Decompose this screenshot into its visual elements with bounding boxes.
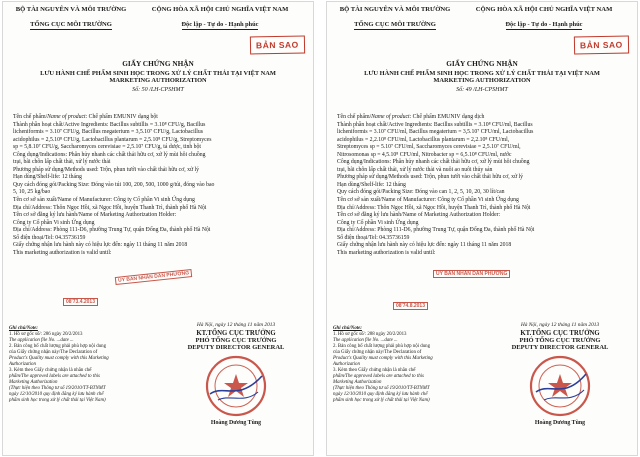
agency-name: TỔNG CỤC MÔI TRƯỜNG: [30, 21, 112, 28]
certificate-right: [327, 2, 637, 455]
packing-line: Quy cách đóng gói/Packing Size: Đóng vào túi 100, 200, 500, 1000 g/túi, đóng vào bao: [13, 181, 215, 188]
uses-line: Công dụng/Indications: Phân hủy nhanh các chất thải hữu cơ, xử lý mùi hôi chuồng: [13, 151, 206, 158]
note-line: của Giấy chứng nhận này/The Declaration of: [9, 350, 98, 355]
ingredient-line: licheniformis = 3.10⁷ CFU/g, Bacillus megaterium = 3,5.10⁷ CFU/g, Lactobacillus: [13, 129, 203, 136]
product-value: : Chế phẩm EMUNIV dạng bột: [85, 114, 158, 120]
signature-block: [165, 322, 307, 426]
note-line: của Giấy chứng nhận này/The Declaration of: [333, 350, 422, 355]
title-line-1: GIẤY CHỨNG NHẬN: [122, 59, 194, 68]
note-line: 2. Bản công bố chất lượng phải phù hợp nội dung: [9, 344, 107, 349]
holder-label: Tên cơ sở đăng ký lưu hành/Name of Marketing Authorization Holder:: [13, 212, 177, 219]
title-line-3: MARKETING AUTHORIZATION: [433, 77, 531, 84]
note-line: Authorization: [333, 362, 360, 367]
ministry-name: BỘ TÀI NGUYÊN VÀ MÔI TRƯỜNG: [339, 6, 451, 13]
deputy-title: PHÓ TỔNG CỤC TRƯỞNG: [519, 337, 601, 344]
ingredient-line: Thành phần hoạt chất/Active Ingredients: Bacillus subtillis = 3.10⁸ CFU/ml, Bacillus: [337, 121, 533, 128]
product-label: Tên chế phẩm/: [13, 114, 48, 120]
methods-line: Phương pháp sử dụng/Methods used: Trộn, phun tưới vào chất thải hữu cơ, xử lý: [13, 166, 200, 173]
deputy-title-en: DEPUTY DIRECTOR GENERAL: [187, 344, 285, 351]
packing-line: 5, 10, 25 kg/bao: [13, 189, 51, 196]
packing-line: Quy cách đóng gói/Packing Size: Đóng vào can 1, 2, 5, 10, 20, 30 lít/can: [337, 189, 505, 196]
holder-phone: Số điện thoại/Tel: 04.35736159: [337, 234, 410, 241]
holder-address: Địa chỉ/Address: Phòng 111-D6, phường Trung Tự, quận Đống Đa, thành phố Hà Nội: [13, 227, 211, 234]
ingredient-line: acidophilus = 2,5.10⁸ CFU/g, Lactobacillus plantarum = 2,5.10⁸ CFU/g, Streptomyces: [13, 136, 212, 143]
note-line: 2. Bản công bố chất lượng phải phù hợp nội dung: [333, 344, 431, 349]
manufacturer: Tên cơ sở sản xuất/Name of Manufacturer: Công ty Cổ phần Vi sinh Ứng dụng: [337, 197, 519, 204]
deputy-title-en: DEPUTY DIRECTOR GENERAL: [511, 344, 609, 351]
note-line: Marketing Authorization: [9, 380, 58, 385]
signer-name: Hoàng Dương Tùng: [210, 420, 262, 426]
valid-until-en: This marketing authorization is valid until:: [13, 249, 112, 256]
holder-name: Công ty Cổ phần Vi sinh Ứng dụng: [13, 219, 95, 226]
signature-kt: KT.TỔNG CỤC TRƯỞNG: [520, 330, 600, 337]
copy-stamp: BẢN SAO: [574, 36, 629, 55]
valid-until-en: This marketing authorization is valid until:: [337, 249, 436, 256]
document-number: Số: 50 /LH-CPSHMT: [132, 87, 184, 93]
product-value: : Chế phẩm EMUNIV dạng dịch: [409, 114, 485, 120]
note-line: 1. Hồ sơ gốc số/: 288 ngày 20/2/2013: [333, 332, 407, 337]
notes-title: Ghi chú/Note:: [333, 326, 362, 331]
note-line: phẩm sinh học trong xử lý chất thải tại Việt Nam): [9, 398, 106, 403]
note-line: 1. Hồ sơ gốc số/: 286 ngày 20/2/2013: [9, 332, 83, 337]
manufacturer-address: Địa chỉ/Address: Thôn Ngọc Hồi, xã Ngọc Hồi, huyện Thanh Trì, thành phố Hà Nội: [337, 204, 531, 211]
note-line: ngày 12/10/2010 quy định đăng ký lưu hành chế: [9, 392, 104, 397]
note-line: phẩm sinh học trong xử lý chất thải tại Việt Nam): [333, 398, 430, 403]
national-motto: Độc lập - Tự do - Hạnh phúc: [181, 21, 259, 28]
certificate-left: [3, 2, 313, 455]
ingredient-line: licheniformis = 3.10⁷ CFU/ml, Bacillus megaterium = 3,5.10⁷ CFU/ml, Lactobacillus: [337, 129, 534, 136]
ward-overstamp: ỦY BAN NHÂN DÂN PHƯỜNG: [115, 269, 193, 285]
note-line: Product's Quality must comply with this Marketing: [9, 356, 109, 361]
manufacturer-address: Địa chỉ/Address: Thôn Ngọc Hồi, xã Ngọc Hồi, huyện Thanh Trì, thành phố Hà Nội: [13, 204, 207, 211]
product-label-en: Name of product: [371, 114, 410, 120]
certificate-body: [13, 114, 305, 257]
uses-line: Công dụng/Indications: Phân hủy nhanh các chất thải hữu cơ, xử lý mùi hôi chuồng: [337, 159, 530, 166]
place-date: Hà Nội, ngày 12 tháng 11 năm 2013: [520, 322, 600, 328]
registry-stamp: 08'74.8.2013: [393, 302, 428, 310]
ingredient-line: sp = 5,8.10⁷ CFU/g, Saccharomyces cerevisiae = 2,5.10⁷ CFU/g, tá dược, tinh bột: [13, 144, 202, 151]
ingredient-line: acidophilus = 2,2.10⁸ CFU/ml, Lactobacillus plantarum = 2,2.10⁸ CFU/ml,: [337, 136, 510, 143]
holder-name: Công ty Cổ phần Vi sinh Ứng dụng: [337, 219, 419, 226]
national-motto: Độc lập - Tự do - Hạnh phúc: [505, 21, 583, 28]
note-line: Authorization: [9, 362, 36, 367]
ministry-name: BỘ TÀI NGUYÊN VÀ MÔI TRƯỜNG: [15, 6, 127, 13]
holder-phone: Số điện thoại/Tel: 04.35736159: [13, 234, 86, 241]
republic-name: CỘNG HÒA XÃ HỘI CHỦ NGHĨA VIỆT NAM: [151, 6, 289, 13]
ingredient-line: Thành phần hoạt chất/Active Ingredients: Bacillus subtillis = 3.10⁸ CFU/g, Bacillus: [13, 121, 206, 128]
shelf-life: Hạn dùng/Shelf-life: 12 tháng: [13, 174, 82, 181]
place-date: Hà Nội, ngày 12 tháng 11 năm 2013: [196, 322, 276, 328]
note-line: (Thực hiện theo Thông tư số 19/2010/TT-BTNMT: [333, 386, 430, 391]
note-line: (Thực hiện theo Thông tư số 19/2010/TT-BTNMT: [9, 386, 106, 391]
title-line-3: MARKETING AUTHORIZATION: [109, 77, 207, 84]
agency-name: TỔNG CỤC MÔI TRƯỜNG: [354, 21, 436, 28]
note-line: phẩm/The approved labels are attached to this: [333, 374, 424, 379]
copy-stamp: BẢN SAO: [250, 36, 305, 55]
note-line: 3. Kèm theo Giấy chứng nhận là nhãn chế: [9, 368, 92, 373]
signature-block: [489, 322, 631, 426]
title-line-2: LƯU HÀNH CHẾ PHẨM SINH HỌC TRONG XỬ LÝ CHẤT THẢI TẠI VIỆT NAM: [364, 70, 600, 77]
certificate-body: [337, 114, 629, 257]
holder-address: Địa chỉ/Address: Phòng 111-D6, phường Trung Tự, quận Đống Đa, thành phố Hà Nội: [337, 227, 535, 234]
ward-overstamp: ỦY BAN NHÂN DÂN PHƯỜNG: [433, 270, 510, 278]
registry-stamp: 08'73.4.2013: [63, 298, 98, 306]
note-line: 3. Kèm theo Giấy chứng nhận là nhãn chế: [333, 368, 416, 373]
certificate-footer: [9, 322, 307, 452]
signature-kt: KT.TỔNG CỤC TRƯỞNG: [196, 330, 276, 337]
valid-until: Giấy chứng nhận lưu hành này có hiệu lực đến: ngày 11 tháng 11 năm 2018: [337, 242, 512, 249]
valid-until: Giấy chứng nhận lưu hành này có hiệu lực đến: ngày 11 tháng 11 năm 2018: [13, 242, 188, 249]
deputy-title: PHÓ TỔNG CỤC TRƯỞNG: [195, 337, 277, 344]
signer-name: Hoàng Dương Tùng: [534, 420, 586, 426]
note-line: The application file No. ...date ...: [9, 338, 74, 343]
document-header: [331, 6, 633, 34]
ingredient-line: Nitrosomonas sp = 4,5.10⁸ CFU/ml, Nitrobacter sp = 6,5.10⁸ CFU/ml, nước: [337, 151, 512, 158]
title-line-1: GIẤY CHỨNG NHẬN: [446, 59, 518, 68]
republic-name: CỘNG HÒA XÃ HỘI CHỦ NGHĨA VIỆT NAM: [475, 6, 613, 13]
uses-line: trại, bãi chôn lấp chất thải, xử lý nước thải và nuôi ao nuôi thủy sản: [337, 166, 493, 173]
ingredient-line: Streptomyces sp = 5.10⁷ CFU/ml, Saccharomyces cerevisiae = 2,5.10⁷ CFU/ml,: [337, 144, 521, 151]
notes-block: [9, 326, 159, 404]
document-number: Số: 49 /LH-CPSHMT: [456, 87, 508, 93]
notes-block: [333, 326, 483, 404]
certificate-title: [331, 59, 633, 93]
official-seal-icon: [204, 354, 268, 418]
uses-line: trại, bãi chôn lấp chất thải, xử lý nước thải: [13, 159, 111, 166]
note-line: The application file No. ...date ...: [333, 338, 398, 343]
manufacturer: Tên cơ sở sản xuất/Name of Manufacturer: Công ty Cổ phần Vi sinh Ứng dụng: [13, 197, 195, 204]
note-line: phẩm/The approved labels are attached to this: [9, 374, 100, 379]
product-label-en: Name of product: [47, 114, 86, 120]
note-line: ngày 12/10/2010 quy định đăng ký lưu hành chế: [333, 392, 428, 397]
product-name-row: [337, 114, 629, 122]
shelf-life: Hạn dùng/Shelf-life: 12 tháng: [337, 181, 406, 188]
note-line: Marketing Authorization: [333, 380, 382, 385]
document-header: [7, 6, 309, 34]
title-line-2: LƯU HÀNH CHẾ PHẨM SINH HỌC TRONG XỬ LÝ CHẤT THẢI TẠI VIỆT NAM: [40, 70, 276, 77]
certificate-footer: [333, 322, 631, 452]
holder-label: Tên cơ sở đăng ký lưu hành/Name of Marketing Authorization Holder:: [337, 212, 501, 219]
note-line: Product's Quality must comply with this Marketing: [333, 356, 433, 361]
product-name-row: [13, 114, 305, 122]
certificate-title: [7, 59, 309, 93]
methods-line: Phương pháp sử dụng/Methods used: Trộn, phun tưới vào chất thải hữu cơ, xử lý: [337, 174, 524, 181]
product-label: Tên chế phẩm/: [337, 114, 372, 120]
notes-title: Ghi chú/Note:: [9, 326, 38, 331]
official-seal-icon: [528, 354, 592, 418]
